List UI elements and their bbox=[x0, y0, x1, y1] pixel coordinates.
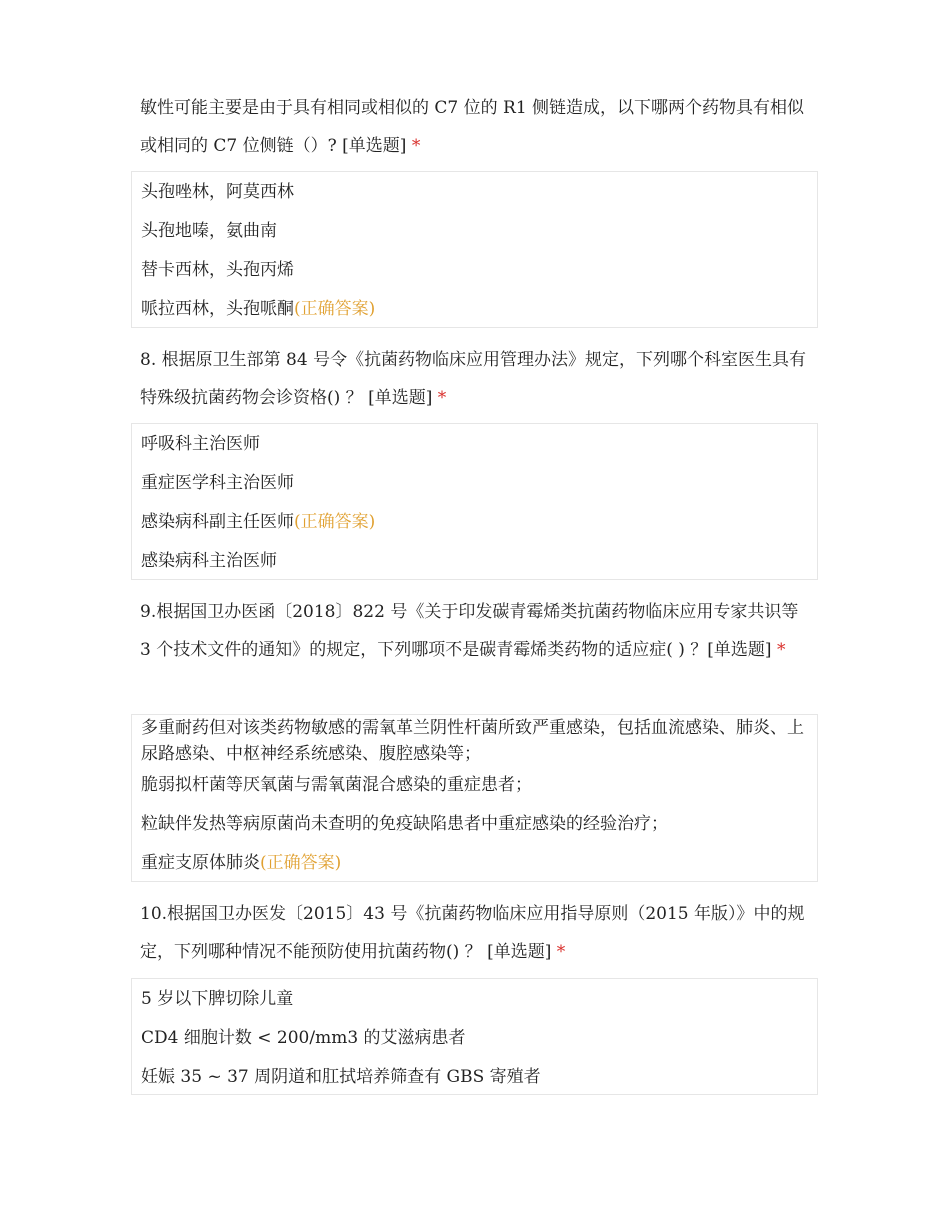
question-7-options bbox=[131, 171, 818, 328]
question-9-text bbox=[140, 593, 810, 669]
required-mark: * bbox=[437, 388, 447, 408]
option-q10-1[interactable]: 5 岁以下脾切除儿童 bbox=[141, 989, 294, 1009]
option-q8-2[interactable]: 重症医学科主治医师 bbox=[141, 473, 294, 493]
option-q9-1[interactable]: 多重耐药但对该类药物敏感的需氧革兰阴性杆菌所致严重感染，包括血流感染、肺炎、上尿路感染、中枢神经系统感染、腹腔感染等； bbox=[141, 718, 804, 764]
option-q8-4[interactable]: 感染病科主治医师 bbox=[141, 551, 277, 571]
required-mark: * bbox=[776, 640, 786, 660]
question-8-text bbox=[140, 341, 810, 417]
question-7-label: 敏性可能主要是由于具有相同或相似的 C7 位的 R1 侧链造成，以下哪两个药物具有相似或相同的 C7 位侧链（）? [单选题] bbox=[140, 98, 805, 156]
option-q10-3[interactable]: 妊娠 35 ~ 37 周阴道和肛拭培养筛查有 GBS 寄殖者 bbox=[141, 1067, 541, 1087]
question-7-text bbox=[140, 89, 810, 165]
option-q7-2[interactable]: 头孢地嗪，氨曲南 bbox=[141, 221, 277, 241]
option-q7-1[interactable]: 头孢唑林，阿莫西林 bbox=[141, 182, 294, 202]
option-q7-3[interactable]: 替卡西林，头孢丙烯 bbox=[141, 260, 294, 280]
correct-answer-tag: (正确答案) bbox=[294, 512, 376, 532]
correct-answer-tag: (正确答案) bbox=[260, 853, 342, 873]
option-q9-2[interactable]: 脆弱拟杆菌等厌氧菌与需氧菌混合感染的重症患者； bbox=[141, 775, 532, 795]
correct-answer-tag: (正确答案) bbox=[294, 299, 376, 319]
required-mark: * bbox=[556, 942, 566, 962]
question-8-options bbox=[131, 423, 818, 580]
option-q8-1[interactable]: 呼吸科主治医师 bbox=[141, 434, 260, 454]
question-9-options bbox=[131, 714, 818, 882]
option-q9-3[interactable]: 粒缺伴发热等病原菌尚未查明的免疫缺陷患者中重症感染的经验治疗； bbox=[141, 814, 668, 834]
required-mark: * bbox=[411, 136, 421, 156]
question-9-label: 9.根据国卫办医函〔2018〕822 号《关于印发碳青霉烯类抗菌药物临床应用专家共识等 3 个技术文件的通知》的规定，下列哪项不是碳青霉烯类药物的适应症( ) ？[单选题] bbox=[140, 602, 799, 660]
option-q8-3[interactable]: 感染病科副主任医师(正确答案) bbox=[141, 512, 376, 532]
question-8-label: 8. 根据原卫生部第 84 号令《抗菌药物临床应用管理办法》规定，下列哪个科室医生具有特殊级抗菌药物会诊资格() ？ [单选题] bbox=[140, 350, 807, 408]
option-q7-4[interactable]: 哌拉西林，头孢哌酮(正确答案) bbox=[141, 299, 376, 319]
option-q10-2[interactable]: CD4 细胞计数 < 200/mm3 的艾滋病患者 bbox=[141, 1028, 466, 1048]
question-10-text bbox=[140, 895, 810, 971]
question-10-options bbox=[131, 978, 818, 1095]
question-10-label: 10.根据国卫办医发〔2015〕43 号《抗菌药物临床应用指导原则（2015 年版）》中的规定，下列哪种情况不能预防使用抗菌药物() ？ [单选题] bbox=[140, 904, 805, 962]
option-q9-4[interactable]: 重症支原体肺炎(正确答案) bbox=[141, 853, 342, 873]
